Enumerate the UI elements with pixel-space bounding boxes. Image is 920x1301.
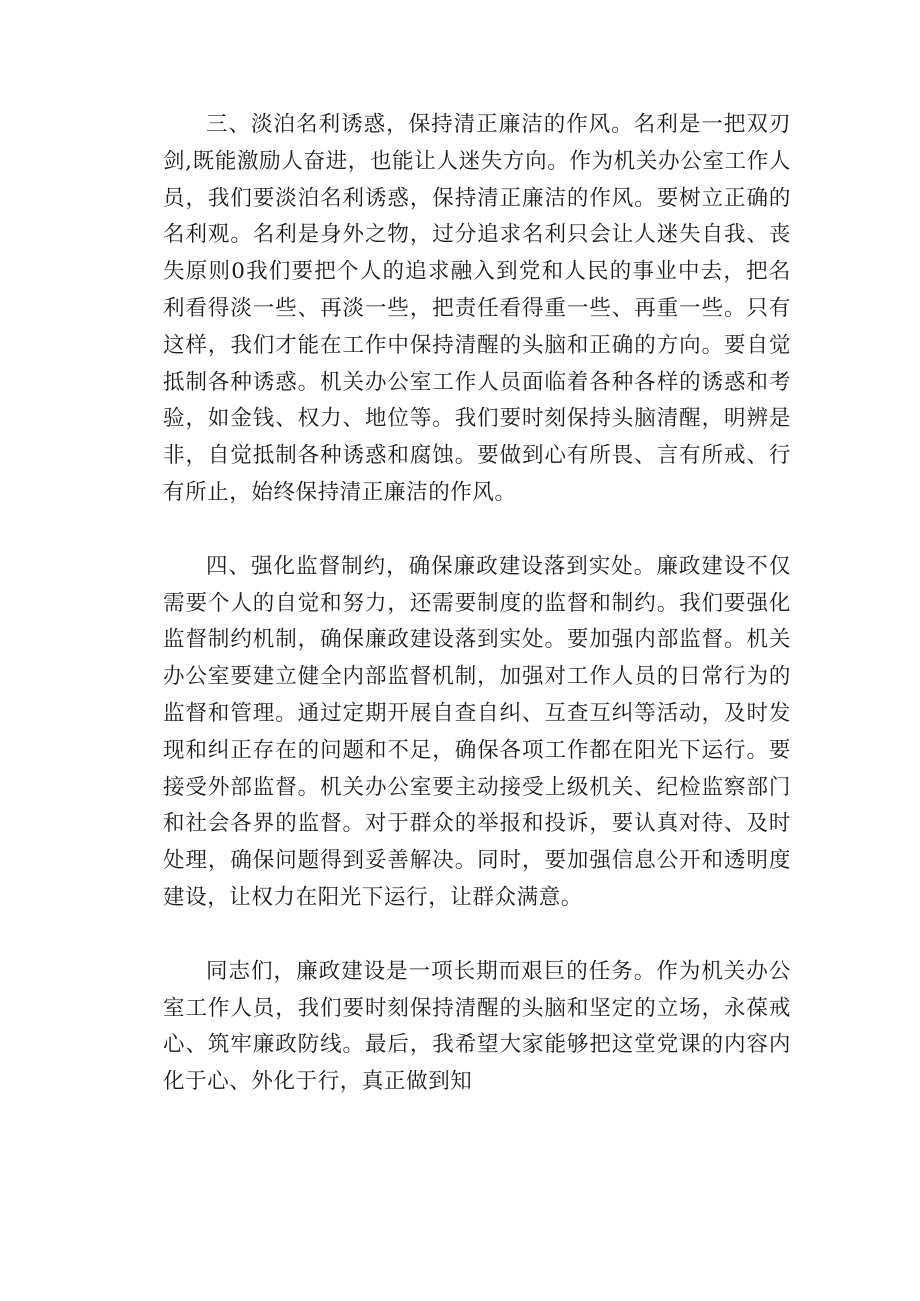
paragraph-section-three: 三、淡泊名利诱惑，保持清正廉洁的作风。名利是一把双刃剑,既能激励人奋进，也能让人迷失方向。作为机关办公室工作人员，我们要淡泊名利诱惑，保持清正廉洁的作风。要树立正确的名利观。名利是身外之物，过分追求名利只会让人迷失自我、丧失原则0我们要把个人的追求融入到党和人民的事业中去，把名利看得淡一些、再淡一些，把责任看得重一些、再重一些。只有这样，我们才能在工作中保持清醒的头脑和正确的方向。要自觉抵制各种诱惑。机关办公室工作人员面临着各种各样的诱惑和考验，如金钱、权力、地位等。我们要时刻保持头脑清醒，明辨是非，自觉抵制各种诱惑和腐蚀。要做到心有所畏、言有所戒、行有所止，始终保持清正廉洁的作风。 [163,112,791,505]
document-body [163,107,791,1101]
paragraph-closing: 同志们，廉政建设是一项长期而艰巨的任务。作为机关办公室工作人员，我们要时刻保持清醒的头脑和坚定的立场，永葆戒心、筑牢廉政防线。最后，我希望大家能够把这堂党课的内容内化于心、外化于行，真正做到知 [163,958,791,1095]
paragraph-section-four: 四、强化监督制约，确保廉政建设落到实处。廉政建设不仅需要个人的自觉和努力，还需要制度的监督和制约。我们要强化监督制约机制，确保廉政建设落到实处。要加强内部监督。机关办公室要建立健全内部监督机制，加强对工作人员的日常行为的监督和管理。通过定期开展自查自纠、互查互纠等活动，及时发现和纠正存在的问题和不足，确保各项工作都在阳光下运行。要接受外部监督。机关办公室要主动接受上级机关、纪检监察部门和社会各界的监督。对于群众的举报和投诉，要认真对待、及时处理，确保问题得到妥善解决。同时，要加强信息公开和透明度建设，让权力在阳光下运行，让群众满意。 [163,553,791,910]
